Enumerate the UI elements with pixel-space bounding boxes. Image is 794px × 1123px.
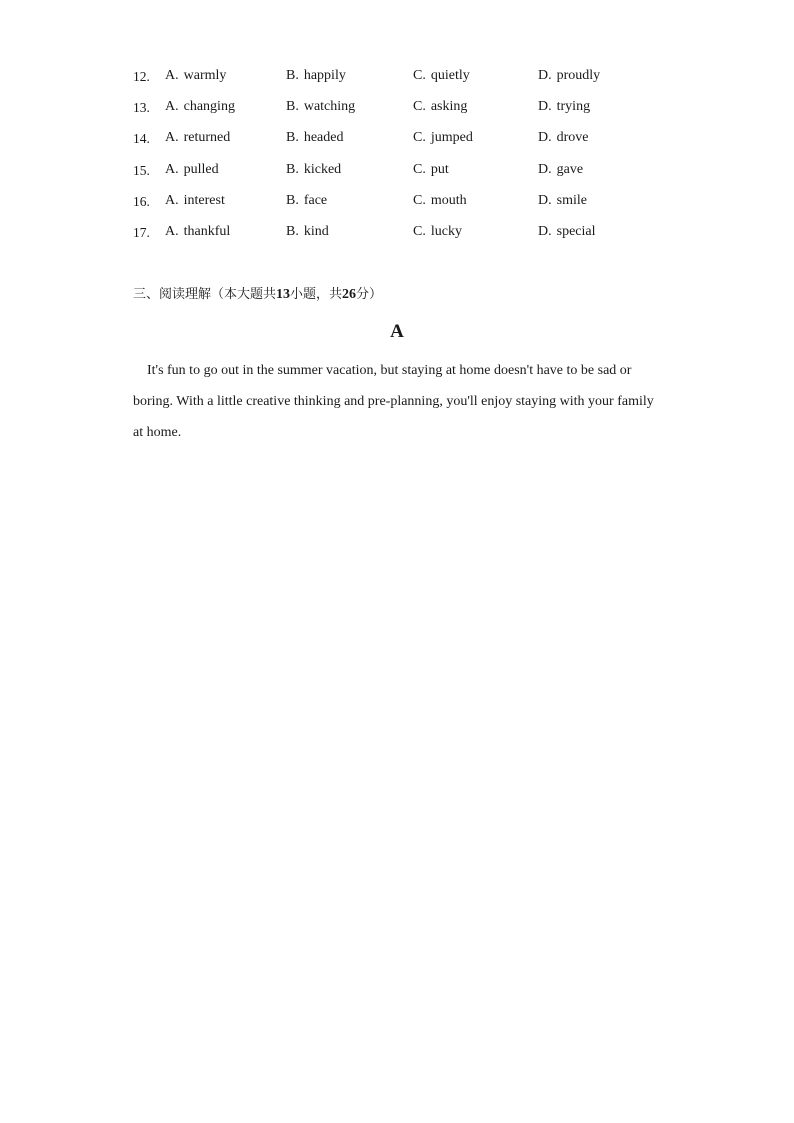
option-d xyxy=(538,64,600,88)
option-c xyxy=(413,189,467,213)
option-a xyxy=(165,95,235,119)
option-text: mouth xyxy=(430,192,467,208)
option-text: smile xyxy=(556,192,587,208)
option-a xyxy=(165,126,230,150)
option-letter: C. xyxy=(413,161,426,177)
option-c xyxy=(413,158,449,182)
question-row-16 xyxy=(133,189,673,220)
option-text: interest xyxy=(183,192,225,208)
option-letter: B. xyxy=(286,192,299,208)
option-text: returned xyxy=(183,130,231,146)
option-a xyxy=(165,189,225,213)
option-text: special xyxy=(556,223,596,239)
option-c xyxy=(413,220,462,244)
option-a xyxy=(165,158,219,182)
option-letter: A. xyxy=(165,223,179,239)
cloze-options xyxy=(133,64,673,251)
option-letter: A. xyxy=(165,130,179,146)
question-row-17 xyxy=(133,220,673,251)
option-text: happily xyxy=(303,68,346,83)
option-text: watching xyxy=(303,99,356,115)
option-letter: B. xyxy=(286,130,299,146)
section-middle: 小题，共 xyxy=(290,287,343,302)
question-number: 12. xyxy=(133,69,150,84)
option-d xyxy=(538,158,583,182)
section-score: 26 xyxy=(342,287,357,302)
option-c xyxy=(413,64,470,88)
passage-label: A xyxy=(390,321,404,342)
option-text: pulled xyxy=(183,161,219,177)
option-d xyxy=(538,220,596,244)
option-text: headed xyxy=(303,130,344,146)
option-letter: C. xyxy=(413,130,426,146)
option-b xyxy=(286,64,346,88)
question-number: 13. xyxy=(133,100,150,116)
question-row-14 xyxy=(133,126,673,157)
option-text: face xyxy=(303,192,328,208)
option-letter: A. xyxy=(165,161,179,177)
option-b xyxy=(286,158,341,182)
option-letter: C. xyxy=(413,192,426,208)
option-letter: B. xyxy=(286,223,299,239)
option-a xyxy=(165,220,230,244)
question-row-15 xyxy=(133,158,673,189)
option-letter: D. xyxy=(538,99,552,115)
option-text: thankful xyxy=(183,223,231,239)
option-text: kicked xyxy=(303,161,342,177)
option-letter: A. xyxy=(165,192,179,208)
option-text: gave xyxy=(556,161,584,177)
option-b xyxy=(286,189,327,213)
question-number: 14. xyxy=(133,131,150,147)
option-text: changing xyxy=(183,99,235,115)
option-letter: D. xyxy=(538,161,552,177)
option-text: quietly xyxy=(430,68,470,83)
section-prefix: 三、阅读理解（本大题共 xyxy=(133,287,277,302)
option-text: proudly xyxy=(556,68,601,83)
option-text: kind xyxy=(303,223,329,239)
option-letter: B. xyxy=(286,161,299,177)
option-b xyxy=(286,220,329,244)
option-letter: C. xyxy=(413,99,426,115)
question-row-12 xyxy=(133,64,673,95)
option-b xyxy=(286,95,355,119)
section-heading xyxy=(133,284,382,305)
option-letter: B. xyxy=(286,68,299,83)
option-letter: D. xyxy=(538,68,552,83)
option-text: asking xyxy=(430,99,468,115)
option-letter: A. xyxy=(165,68,179,83)
option-text: warmly xyxy=(183,68,227,83)
option-letter: A. xyxy=(165,99,179,115)
option-text: lucky xyxy=(430,223,462,239)
option-letter: D. xyxy=(538,130,552,146)
option-d xyxy=(538,126,589,150)
question-row-13 xyxy=(133,95,673,126)
option-letter: C. xyxy=(413,223,426,239)
option-d xyxy=(538,95,590,119)
option-text: trying xyxy=(556,99,591,115)
passage-text: It's fun to go out in the summer vacation, but staying at home doesn't have to be sad or boring. With a little creative thinking and pre-planning, you'll enjoy staying with your family at home. xyxy=(133,363,654,440)
option-b xyxy=(286,126,344,150)
question-number: 15. xyxy=(133,162,150,178)
option-text: jumped xyxy=(430,130,473,146)
option-c xyxy=(413,95,467,119)
option-letter: B. xyxy=(286,99,299,115)
section-suffix: 分） xyxy=(356,287,383,302)
option-text: put xyxy=(430,161,449,177)
option-letter: D. xyxy=(538,192,552,208)
option-text: drove xyxy=(556,130,589,146)
question-number: 16. xyxy=(133,193,150,209)
option-c xyxy=(413,126,473,150)
option-a xyxy=(165,64,226,88)
option-d xyxy=(538,189,587,213)
option-letter: C. xyxy=(413,68,426,83)
section-question-count: 13 xyxy=(276,287,291,302)
question-number: 17. xyxy=(133,224,150,240)
option-letter: D. xyxy=(538,223,552,239)
